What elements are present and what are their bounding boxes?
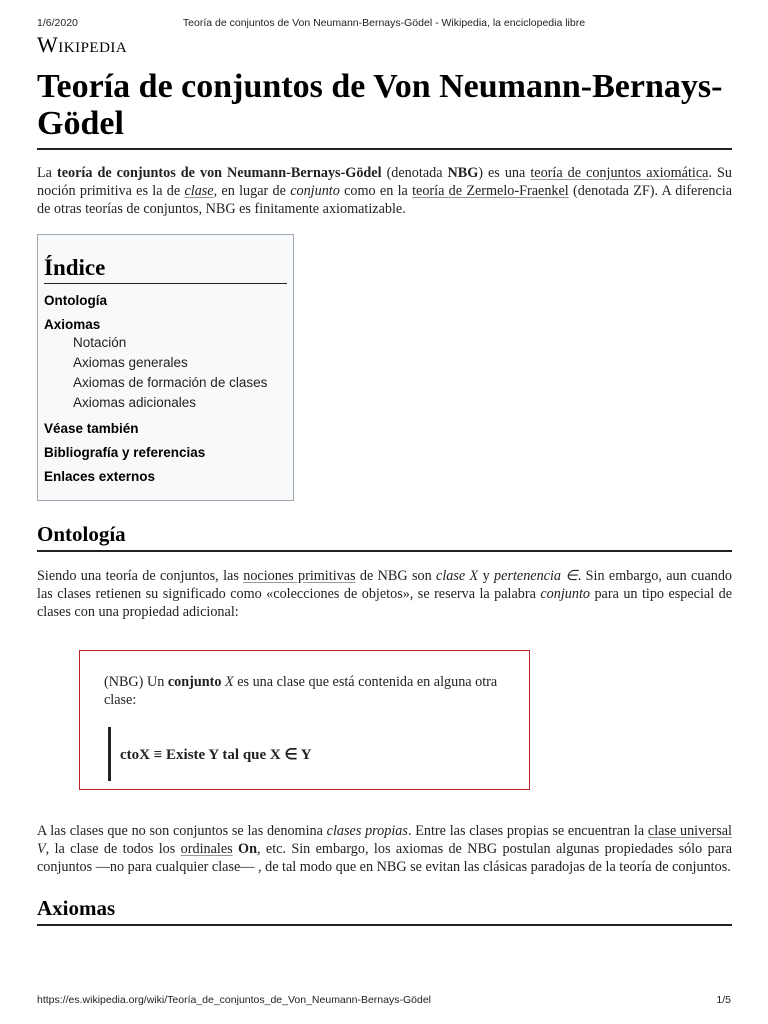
link-nociones-primitivas[interactable]: nociones primitivas [243,568,356,584]
text-run: (NBG) Un [104,674,168,690]
text-run: (denotada [381,165,448,181]
print-url: https://es.wikipedia.org/wiki/Teoría_de_conjuntos_de_Von_Neumann-Bernays-Gödel [37,994,431,1006]
text-run: (denotada ZF). A diferencia de otras teorías de conjuntos, NBG es finitamente axiomatizable. [37,183,732,217]
definition-text [104,673,505,709]
print-header [0,17,768,31]
table-of-contents [37,234,294,501]
text-run: . Entre las clases propias se encuentran la [407,823,648,839]
ontologia-paragraph [37,567,732,621]
text-run: y [478,568,495,584]
toc-item-ontologia[interactable]: Ontología [44,293,107,308]
toc-item-axiomas[interactable]: Axiomas [44,317,101,332]
section-heading-axiomas: Axiomas [37,896,732,926]
text-run: como en la [339,183,413,199]
toc-subitem-notacion[interactable]: Notación [73,335,127,350]
toc-subitem-axiomas-generales[interactable]: Axiomas generales [73,355,188,370]
link-ordinales[interactable]: ordinales [180,841,233,857]
bold-abbr: NBG [447,165,479,181]
italic-pertenencia: pertenencia ∈ [494,568,578,584]
definition-box [79,650,530,790]
link-clase-universal[interactable]: clase universal [647,823,732,839]
text-run: para un tipo especial de clases con una propiedad adicional: [37,586,732,620]
text-run: es una clase que está contenida en alguna otra clase: [104,674,498,708]
print-date: 1/6/2020 [37,17,78,29]
toc-subitems [44,333,287,413]
bold-conjunto: conjunto [167,674,222,690]
math-var-v: V [37,841,46,857]
text-run: , en lugar de [213,183,291,199]
bold-on: On [232,841,257,857]
text-run: , etc. Sin embargo, los axiomas de NBG postulan algunas propiedades sólo para conjuntos —no para cualquier clase— , de tal modo que en NBG se evitan las clásicas paradojas de la teoría de conjuntos. [37,841,732,875]
link-zermelo-fraenkel[interactable]: teoría de Zermelo-Fraenkel [412,183,569,199]
text-run: . Sin embargo, aun cuando las clases retienen su significado como «colecciones de objetos», se reserva la palabra [37,568,733,602]
text-run: Siendo una teoría de conjuntos, las [37,568,244,584]
text-run: de NBG son [355,568,437,584]
article-content [37,68,732,926]
text-run: ) es una [478,165,531,181]
italic-conjunto: conjunto [290,183,340,199]
bold-term: teoría de conjuntos de von Neumann-Bernays-Gödel [56,165,382,181]
wikipedia-logo[interactable]: Wikipedia [37,32,128,57]
print-page-number: 1/5 [716,994,731,1006]
link-axiomatic-set-theory[interactable]: teoría de conjuntos axiomática [530,165,709,181]
definition-formula: ctoX ≡ Existe Y tal que X ∈ Y [108,727,505,781]
text-run: , la clase de todos los [45,841,181,857]
print-page-title: Teoría de conjuntos de Von Neumann-Bernays-Gödel - Wikipedia, la enciclopedia libre [182,17,586,29]
clases-propias-paragraph [37,822,732,876]
toc-subitem-formacion-clases[interactable]: Axiomas de formación de clases [73,375,268,390]
text-run: . Su noción primitiva es la de [37,165,732,199]
italic-conjunto: conjunto [540,586,591,602]
toc-item-enlaces-externos[interactable]: Enlaces externos [44,469,156,484]
toc-title: Índice [44,255,287,284]
link-clase[interactable]: clase [184,183,214,199]
text-run: La [37,165,57,181]
italic-clase-x: clase X [436,568,479,584]
page-title: Teoría de conjuntos de Von Neumann-Bernays-Gödel [37,68,732,150]
toc-item-bibliografia[interactable]: Bibliografía y referencias [44,445,206,460]
section-heading-ontologia: Ontología [37,522,732,552]
text-run: A las clases que no son conjuntos se las denomina [37,823,327,839]
toc-subitem-axiomas-adicionales[interactable]: Axiomas adicionales [73,395,197,410]
italic-clases-propias: clases propias [326,823,408,839]
toc-item-vease-tambien[interactable]: Véase también [44,421,139,436]
math-var-x: X [221,674,234,690]
intro-paragraph [37,164,732,218]
